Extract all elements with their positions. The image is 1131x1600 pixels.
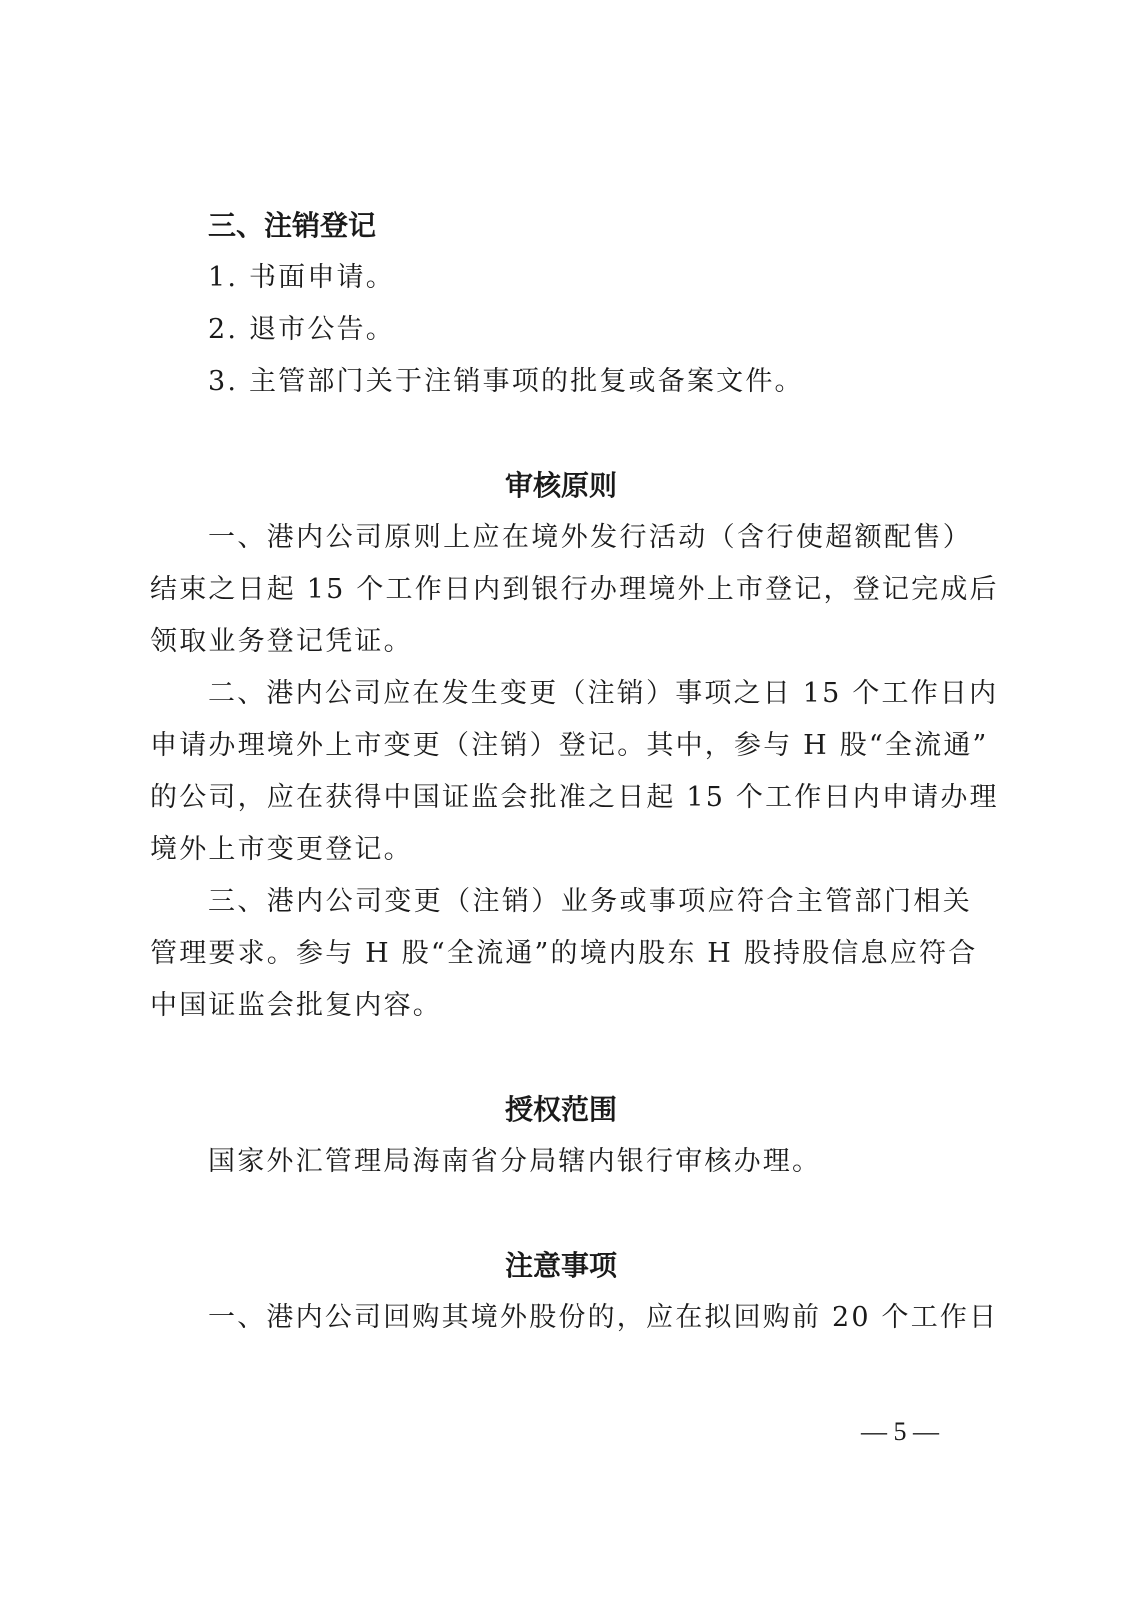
paragraph-line: 境外上市变更登记。 — [150, 834, 413, 865]
paragraph-line: 领取业务登记凭证。 — [150, 626, 413, 657]
paragraph-note-1 — [150, 1292, 999, 1344]
list-item: 2. 退市公告。 — [208, 314, 395, 345]
paragraph-line: 管理要求。参与 H 股“全流通”的境内股东 H 股持股信息应符合 — [150, 938, 978, 969]
list-item: 1. 书面申请。 — [208, 262, 395, 293]
paragraph-principle-3 — [150, 876, 978, 1032]
heading-authorization-scope: 授权范围 — [504, 1093, 617, 1126]
document-body — [150, 200, 999, 1344]
authorization-scope-text: 国家外汇管理局海南省分局辖内银行审核办理。 — [208, 1146, 822, 1177]
paragraph-principle-1 — [150, 512, 999, 668]
paragraph-line: 一、港内公司回购其境外股份的，应在拟回购前 20 个工作日 — [208, 1302, 999, 1333]
heading-notes: 注意事项 — [504, 1249, 617, 1282]
paragraph-line: 三、港内公司变更（注销）业务或事项应符合主管部门相关 — [208, 886, 972, 917]
page-number: — 5 — — [861, 1417, 939, 1446]
paragraph-line: 结束之日起 15 个工作日内到银行办理境外上市登记，登记完成后 — [150, 574, 999, 605]
list-item: 3. 主管部门关于注销事项的批复或备案文件。 — [208, 366, 804, 397]
paragraph-line: 二、港内公司应在发生变更（注销）事项之日 15 个工作日内 — [208, 678, 999, 709]
paragraph-line: 申请办理境外上市变更（注销）登记。其中，参与 H 股“全流通” — [150, 730, 989, 761]
section-heading-cancellation: 三、注销登记 — [208, 209, 377, 242]
heading-review-principles: 审核原则 — [504, 469, 617, 502]
paragraph-line: 中国证监会批复内容。 — [150, 990, 442, 1021]
paragraph-principle-2 — [150, 668, 999, 876]
paragraph-line: 的公司，应在获得中国证监会批准之日起 15 个工作日内申请办理 — [150, 782, 999, 813]
paragraph-line: 一、港内公司原则上应在境外发行活动（含行使超额配售） — [208, 522, 972, 553]
